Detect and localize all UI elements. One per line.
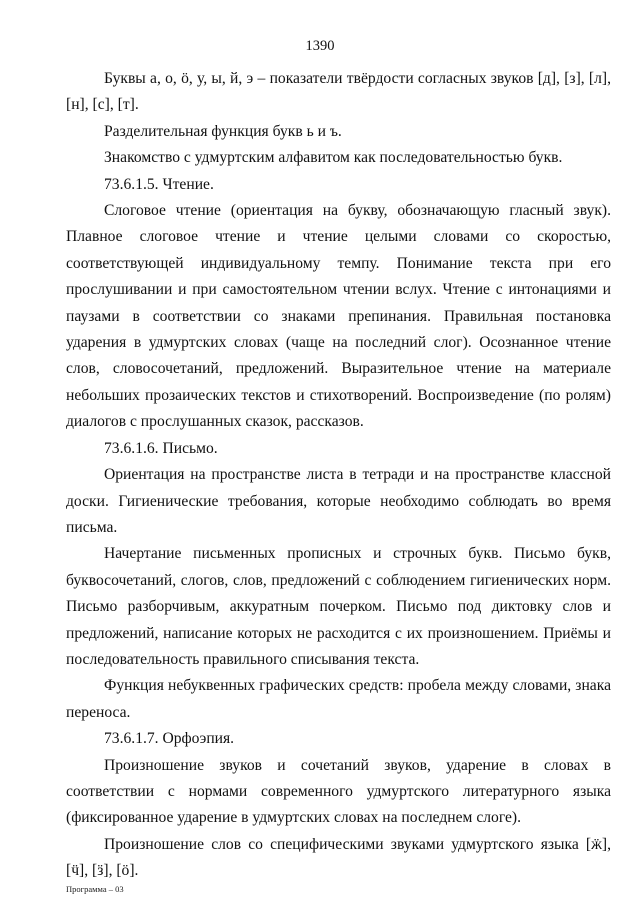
paragraph-specific-sounds: Произношение слов со специфическими звуками удмуртского языка [ӝ], [ӵ], [ӟ], [ӧ].: [66, 835, 611, 880]
paragraph-graphic-means: Функция небуквенных графических средств: пробела между словами, знака переноса.: [66, 677, 611, 721]
page-footer: Программа – 03: [66, 884, 124, 894]
paragraph-separating-function: Разделительная функция букв ь и ъ.: [104, 122, 342, 140]
paragraph-hard-consonant-letters: Буквы а, о, ӧ, у, ы, й, э – показатели твёрдости согласных звуков [д], [з], [л], [н], [с], [т].: [66, 70, 611, 114]
page-number: 1390: [305, 38, 335, 54]
paragraph-alphabet-intro: Знакомство с удмуртским алфавитом как последовательностью букв.: [104, 149, 563, 167]
paragraph-reading: Слоговое чтение (ориентация на букву, обозначающую гласный звук). Плавное слоговое чтение и чтение целыми словами со скоростью, соответствующей индивидуальному темпу. Понимание текста при его прослушивании и при самостоятельном чтении вслух. Чтение с интонациями и паузами в соответствии со знаками препинания. Правильная постановка ударения в удмуртских словах (чаще на последний слог). Осознанное чтение слов, словосочетаний, предложений. Выразительное чтение на материале небольших прозаических текстов и стихотворений. Воспроизведение (по ролям) диалогов с прослушанных сказок, рассказов.: [66, 202, 611, 431]
paragraph-pronunciation: Произношение звуков и сочетаний звуков, ударение в словах в соответствии с нормами современного удмуртского литературного языка (фиксированное ударение в удмуртских словах на последнем слоге).: [66, 756, 611, 827]
section-heading-writing: 73.6.1.6. Письмо.: [104, 439, 218, 457]
document-body: [66, 66, 611, 885]
paragraph-writing-letters: Начертание письменных прописных и строчных букв. Письмо букв, буквосочетаний, слогов, слов, предложений с соблюдением гигиенических норм. Письмо разборчивым, аккуратным почерком. Письмо под диктовку слов и предложений, написание которых не расходится с их произношением. Приёмы и последовательность правильного списывания текста.: [66, 545, 611, 668]
section-heading-reading: 73.6.1.5. Чтение.: [104, 175, 214, 193]
section-heading-orthoepy: 73.6.1.7. Орфоэпия.: [104, 730, 235, 748]
paragraph-writing-orientation: Ориентация на пространстве листа в тетради и на пространстве классной доски. Гигиенические требования, которые необходимо соблюдать во время письма.: [66, 466, 611, 536]
